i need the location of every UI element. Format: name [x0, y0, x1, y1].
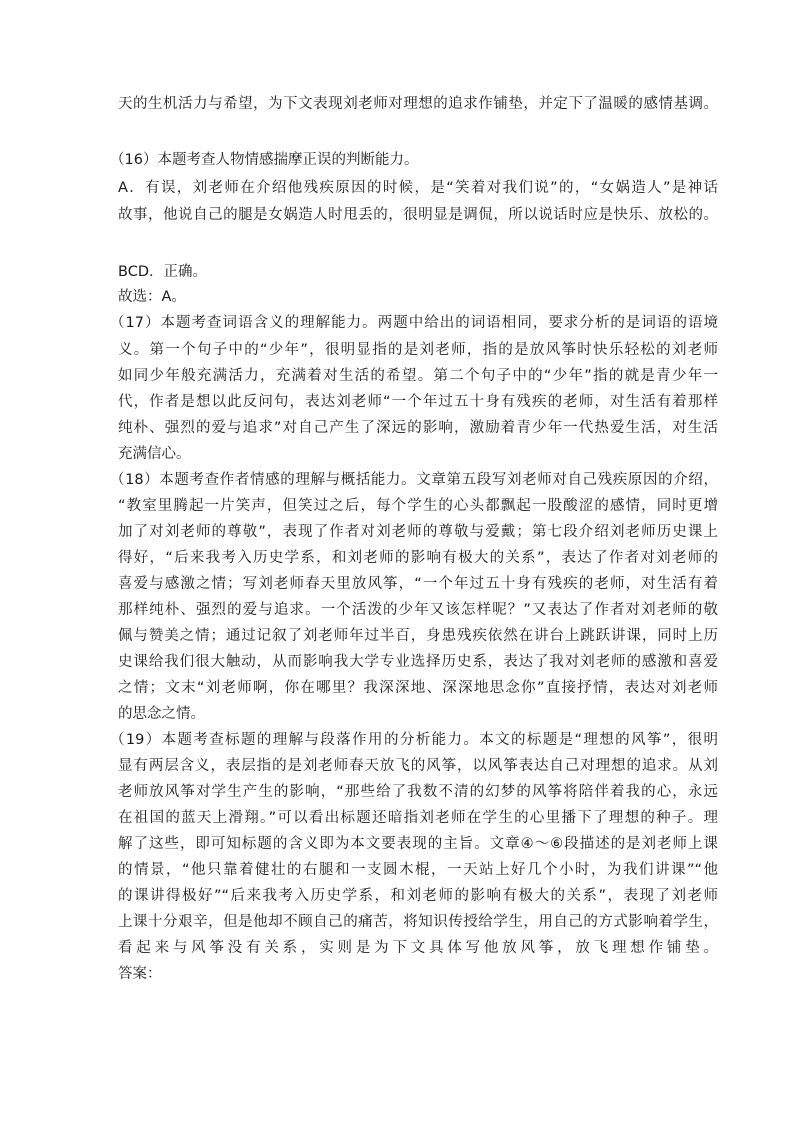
- text-line: A．有误，刘老师在介绍他残疾原因的时候，是“笑着对我们说”的，“女娲造人”是神话: [118, 180, 718, 196]
- text-line: 那样纯朴、强烈的爱与追求。一个活泼的少年又该怎样呢？”又表达了作者对刘老师的敬: [118, 602, 718, 618]
- text-line: 代，作者是想以此反问句，表达刘老师“一个年过五十身有残疾的老师，对生活有着那样: [118, 394, 718, 410]
- section-heading-18: （18）本题考查作者情感的理解与概括能力。文章第五段写刘老师对自己残疾原因的介绍，: [110, 472, 718, 488]
- text-line: 看起来与风筝没有关系，实则是为下文具体写他放风筝，放飞理想作铺垫。: [118, 940, 718, 956]
- text-line: 的思念之情。: [118, 706, 205, 722]
- text-line: 佩与赞美之情；通过记叙了刘老师年过半百，身患残疾依然在讲台上跳跃讲课，同时上历: [118, 628, 718, 644]
- text-line: 显有两层含义，表层指的是刘老师春天放飞的风筝，以风筝表达自己对理想的追求。从刘: [118, 758, 718, 774]
- text-line: “教室里腾起一片笑声，但笑过之后，每个学生的心头都飘起一股酸涩的感情，同时更增: [118, 498, 718, 514]
- text-line: 在祖国的蓝天上滑翔。”可以看出标题还暗指刘老师在学生的心里播下了理想的种子。理: [118, 810, 718, 826]
- text-line: 得好，“后来我考入历史学系，和刘老师的影响有极大的关系”，表达了作者对刘老师的: [118, 550, 718, 566]
- text-line: 史课给我们很大触动，从而影响我大学专业选择历史系，表达了我对刘老师的感激和喜爱: [118, 654, 718, 670]
- section-heading-16: （16）本题考查人物情感揣摩正误的判断能力。: [110, 152, 419, 168]
- text-line: 的情景，“他只靠着健壮的右腿和一支圆木棍，一天站上好几个小时，为我们讲课”“他: [118, 862, 718, 878]
- text-line: 充满信心。: [118, 446, 191, 462]
- section-heading-17: （17）本题考查词语含义的理解能力。两题中给出的词语相同，要求分析的是词语的语境: [110, 315, 718, 331]
- text-line: 喜爱与感激之情；写刘老师春天里放风筝，“一个年过五十身有残疾的老师，对生活有着: [118, 576, 718, 592]
- text-line: 老师放风筝对学生产生的影响，“那些给了我数不清的幻梦的风筝将陪伴着我的心，永远: [118, 784, 718, 800]
- text-line: 之情；文末“刘老师啊，你在哪里？我深深地、深深地思念你”直接抒情，表达对刘老师: [118, 680, 718, 696]
- text-line: 如同少年般充满活力，充满着对生活的希望。第二个句子中的“少年”指的就是青少年一: [118, 368, 718, 384]
- text-line: 义。第一个句子中的“少年”，很明显指的是刘老师，指的是放风筝时快乐轻松的刘老师: [118, 342, 718, 358]
- section-heading-19: （19）本题考查标题的理解与段落作用的分析能力。本文的标题是“理想的风筝”，很明: [110, 732, 718, 748]
- text-line: 答案：: [118, 966, 162, 982]
- text-line: 故事，他说自己的腿是女娲造人时甩丢的，很明显是调侃，所以说话时应是快乐、放松的。: [118, 207, 718, 223]
- text-line: BCD．正确。: [118, 264, 207, 280]
- text-line: 加了对刘老师的尊敬”，表现了作者对刘老师的尊敬与爱戴；第七段介绍刘老师历史课上: [118, 524, 718, 540]
- text-line: 故选：A。: [118, 289, 186, 305]
- text-line: 纯朴、强烈的爱与追求”对自己产生了深远的影响，激励着青少年一代热爱生活，对生活: [118, 420, 718, 436]
- text-line: 的课讲得极好”“后来我考入历史学系，和刘老师的影响有极大的关系”，表现了刘老师: [118, 888, 718, 904]
- text-line: 上课十分艰辛，但是他却不顾自己的痛苦，将知识传授给学生，用自己的方式影响着学生，: [118, 914, 718, 930]
- text-line: 解了这些，即可知标题的含义即为本文要表现的主旨。文章④～⑥段描述的是刘老师上课: [118, 836, 718, 852]
- text-line: 天的生机活力与希望，为下文表现刘老师对理想的追求作铺垫，并定下了温暖的感情基调。: [118, 96, 718, 112]
